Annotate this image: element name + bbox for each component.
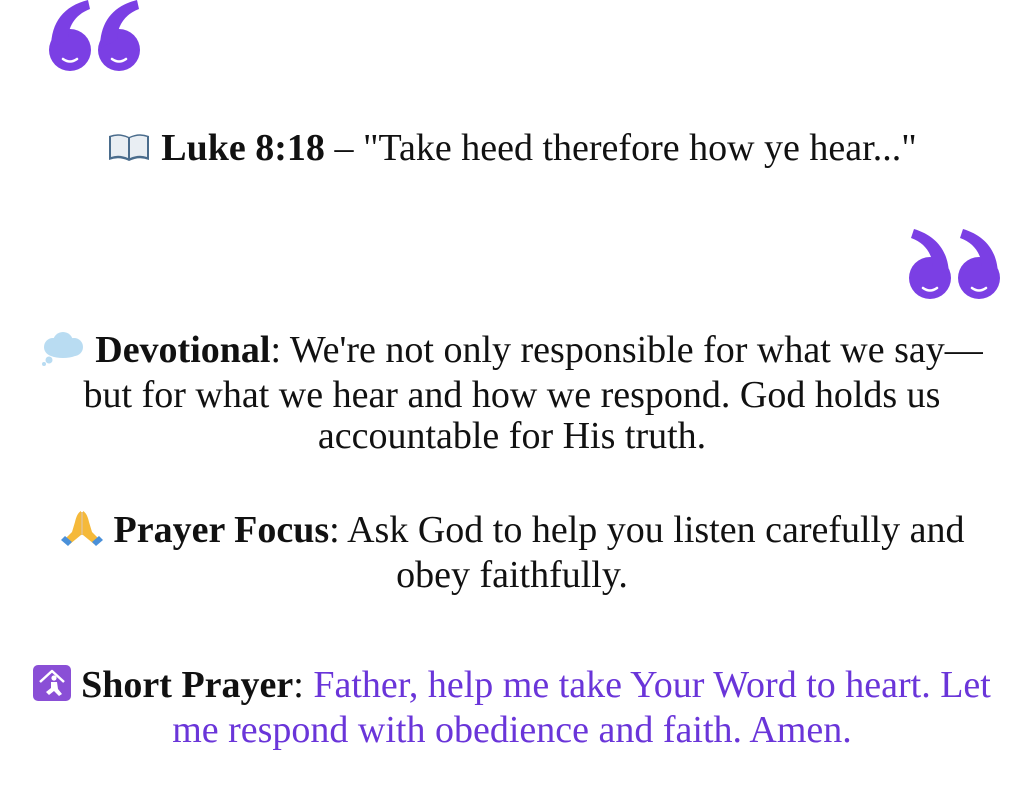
- verse-reference: Luke 8:18: [161, 127, 325, 169]
- devotional-label: Devotional: [95, 329, 271, 371]
- short-prayer-colon: :: [293, 664, 314, 706]
- prayer-focus-label: Prayer Focus: [113, 509, 330, 551]
- right-double-quote-icon: [906, 226, 1002, 306]
- left-double-quote-icon: [48, 0, 144, 74]
- place-of-worship-icon: [33, 665, 71, 710]
- praying-hands-icon: [60, 508, 104, 555]
- thought-bubble-icon: [41, 332, 85, 375]
- verse-text: "Take heed therefore how ye hear...": [362, 127, 917, 169]
- prayer-focus-colon: :: [329, 509, 348, 551]
- open-book-icon: [107, 130, 151, 173]
- prayer-focus-text: Ask God to help you listen carefully and obey faithfully.: [347, 509, 965, 596]
- verse-line: [80, 128, 944, 173]
- devotional-colon: :: [270, 329, 290, 371]
- devotional-text: We're not only responsible for what we say—but for what we hear and how we respond. God holds us accountable for His truth.: [83, 329, 983, 457]
- short-prayer-text: Father, help me take Your Word to heart. Let me respond with obedience and faith. Amen.: [172, 664, 991, 751]
- devotional-paragraph: [30, 330, 994, 457]
- prayer-focus-paragraph: [30, 508, 994, 596]
- short-prayer-label: Short Prayer: [81, 664, 294, 706]
- short-prayer-paragraph: [30, 665, 994, 751]
- verse-separator: –: [324, 127, 363, 169]
